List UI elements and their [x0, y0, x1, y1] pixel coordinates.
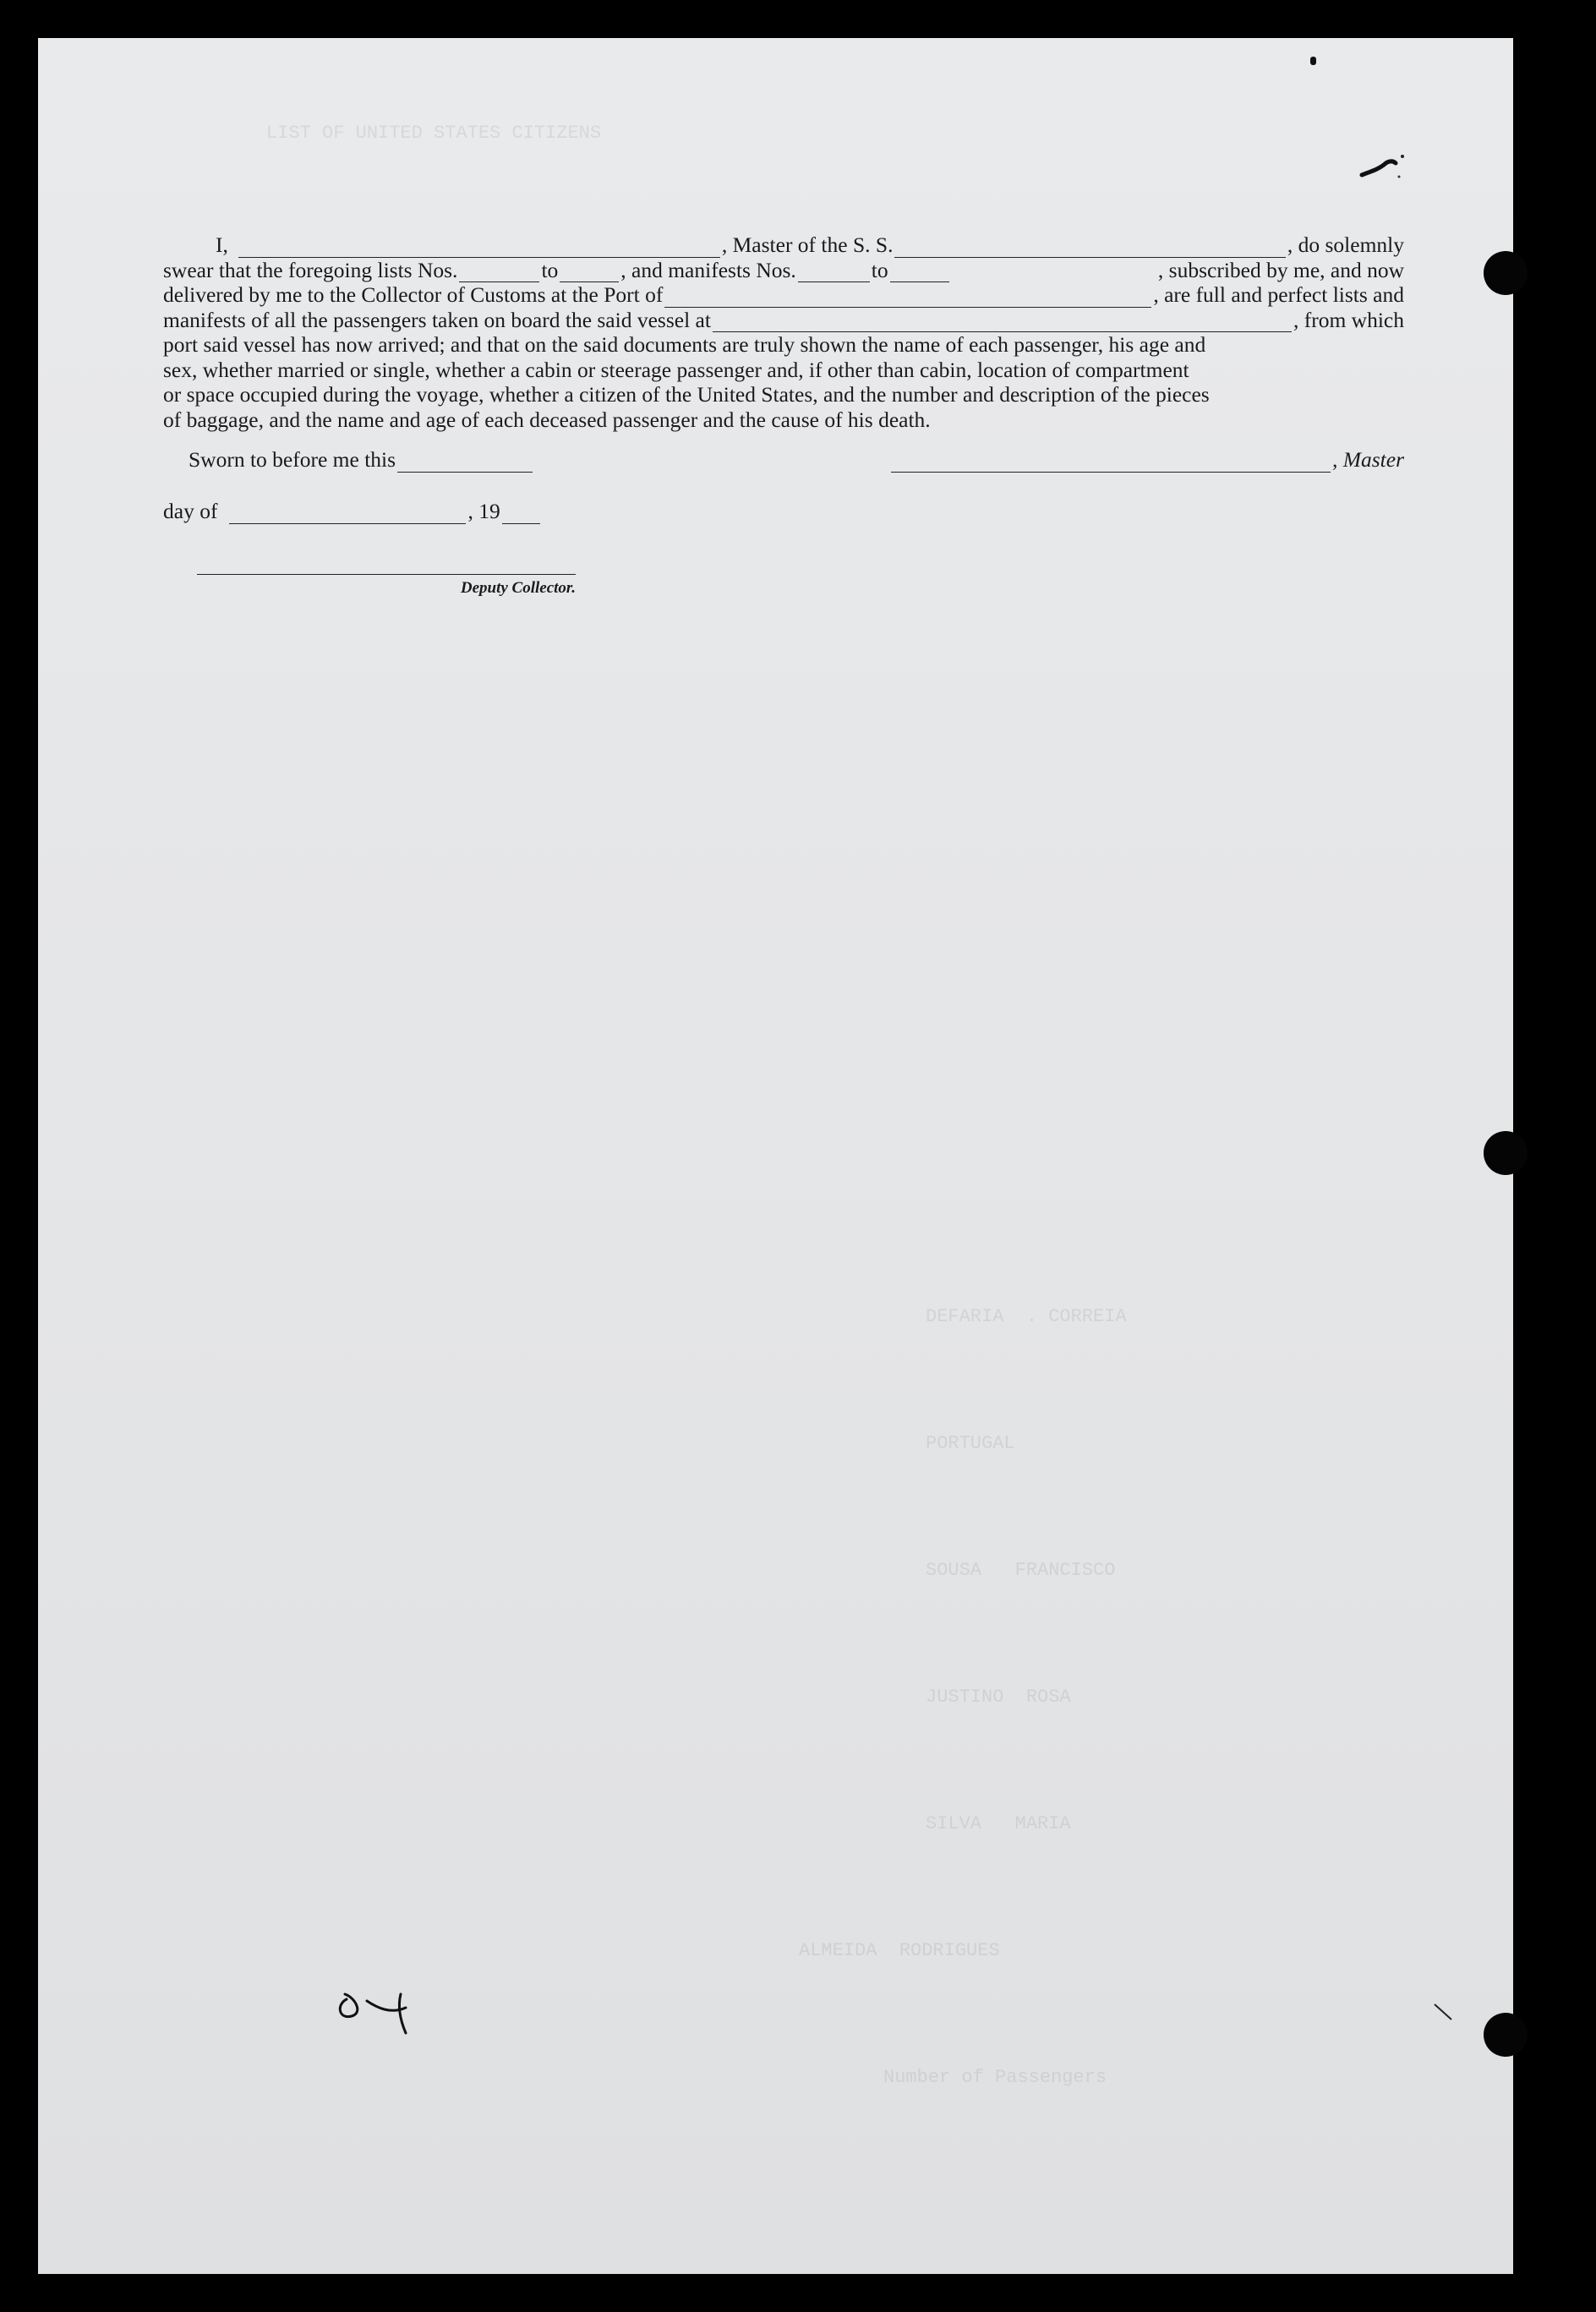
oath-text: sex, whether married or single, whether a cabin or steerage passenger and, if other than cabin, location of compartment: [163, 357, 1189, 382]
text-swear: swear that the foregoing lists Nos.: [163, 257, 458, 282]
oath-text: or space occupied during the voyage, whether a citizen of the United States, and the number and description of the pieces: [163, 382, 1210, 407]
bleed-through-text: ALMEIDA RODRIGUES: [799, 1940, 1000, 1961]
year-label: , 19: [467, 498, 500, 523]
text-manifests: , and manifests Nos.: [620, 257, 796, 282]
bleed-through-text: Number of Passengers: [883, 2067, 1107, 2088]
text-i: I,: [216, 232, 228, 257]
text-do-solemnly: , do solemnly: [1287, 232, 1404, 257]
text-delivered: delivered by me to the Collector of Customs at the Port of: [163, 282, 664, 307]
origin-port-blank[interactable]: [713, 313, 1292, 332]
lists-from-blank[interactable]: [459, 263, 539, 282]
port-blank[interactable]: [664, 288, 1151, 308]
sworn-date-blank[interactable]: [397, 453, 533, 473]
oath-line-7: [163, 382, 1404, 407]
text-manifests-all: manifests of all the passengers taken on board the said vessel at: [163, 307, 711, 332]
bleed-through-text: DEFARIA . CORREIA: [926, 1306, 1127, 1327]
ink-dot: [1310, 57, 1316, 65]
bleed-through-text: SILVA MARIA: [926, 1813, 1071, 1834]
oath-line-4: [163, 308, 1404, 333]
sworn-row: [163, 447, 1404, 473]
day-of-label: day of: [163, 498, 218, 523]
text-from-which: , from which: [1293, 307, 1404, 332]
master-name-blank[interactable]: [238, 238, 720, 258]
oath-line-1: [163, 232, 1404, 258]
oath-line-8: [163, 407, 1404, 433]
punch-hole-top: [1484, 251, 1528, 295]
date-row: [163, 499, 1404, 524]
deputy-signature-line[interactable]: [197, 574, 576, 575]
text-to: to: [871, 257, 888, 282]
oath-line-3: [163, 282, 1404, 308]
text-master-of-ss: , Master of the S. S.: [721, 232, 894, 257]
oath-text: port said vessel has now arrived; and that on the said documents are truly shown the name of each passenger, his age and: [163, 332, 1206, 357]
punch-hole-middle: [1484, 1131, 1528, 1175]
bleed-through-text: JUSTINO ROSA: [926, 1686, 1071, 1708]
punch-hole-bottom: [1484, 2013, 1528, 2057]
oath-paragraph: [163, 232, 1404, 432]
lists-to-blank[interactable]: [560, 263, 619, 282]
oath-line-6: [163, 358, 1404, 383]
sworn-label: Sworn to before me this: [189, 446, 396, 472]
handwritten-mark-icon: [330, 1982, 423, 2041]
manifests-to-blank[interactable]: [890, 263, 949, 282]
bleed-through-text: SOUSA FRANCISCO: [926, 1560, 1116, 1581]
bleed-through-text: PORTUGAL: [926, 1433, 1015, 1454]
handwritten-tick-icon: [1431, 1999, 1465, 2025]
text-to: to: [541, 257, 559, 282]
deputy-collector-label: Deputy Collector.: [460, 579, 576, 597]
bleed-through-text: LIST OF UNITED STATES CITIZENS: [266, 123, 602, 144]
ship-name-blank[interactable]: [894, 238, 1285, 258]
text-full-perfect: , are full and perfect lists and: [1153, 282, 1404, 307]
oath-line-5: [163, 332, 1404, 358]
ink-mark-icon: [1358, 146, 1409, 184]
oath-line-2: [163, 258, 1404, 283]
document-page: [38, 38, 1513, 2274]
year-blank[interactable]: [502, 505, 540, 524]
master-signature-blank[interactable]: [891, 453, 1331, 473]
oath-text: of baggage, and the name and age of each deceased passenger and the cause of his death.: [163, 407, 931, 432]
manifests-from-blank[interactable]: [798, 263, 870, 282]
month-blank[interactable]: [229, 505, 466, 524]
master-label: , Master: [1332, 446, 1404, 472]
text-subscribed: , subscribed by me, and now: [1157, 257, 1404, 282]
